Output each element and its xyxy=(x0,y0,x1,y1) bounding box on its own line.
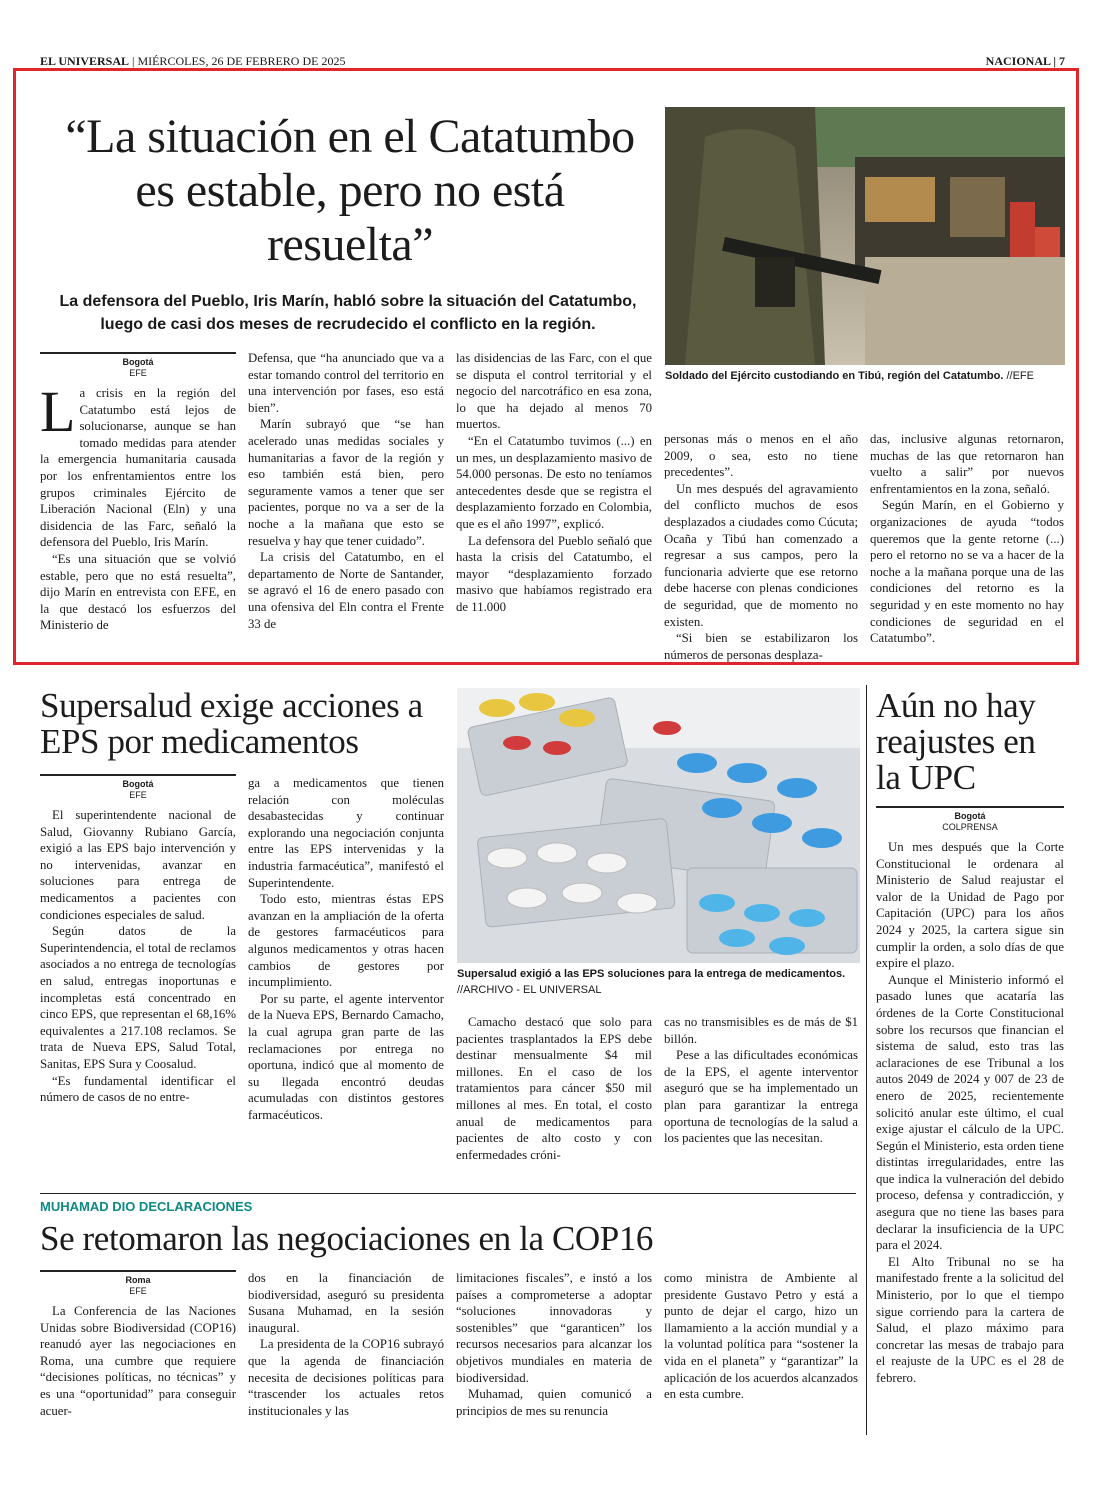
article2-location: Bogotá xyxy=(122,779,154,789)
article1-column-4 xyxy=(664,431,858,663)
section-page: NACIONAL | 7 xyxy=(985,54,1065,68)
medicine-photo xyxy=(457,688,860,963)
article2-col4-p1: cas no transmisibles es de más de $1 billón. xyxy=(664,1015,858,1046)
article1-col5-p1: das, inclusive algunas retornaron, muchas de las que retornaron han vuelto a salir” por nuevos enfrentamientos en la zona, señaló. xyxy=(870,432,1064,496)
article1-col1-p2: “Es una situación que se volvió estable, pero que no está resuelta”, dijo Marín en entrevista con EFE, en la que destacó los esfuerzos del Ministerio de xyxy=(40,551,236,633)
article1-col3-p3: La defensora del Pueblo señaló que hasta la crisis del Catatumbo, el mayor “desplazamiento forzado masivo que habíamos registrado era de 11.000 xyxy=(456,533,652,614)
article3-body xyxy=(876,806,1064,1387)
article4-kicker: MUHAMAD DIO DECLARACIONES xyxy=(40,1199,253,1214)
article1-agency: EFE xyxy=(129,368,147,378)
article2-agency: EFE xyxy=(129,790,147,800)
article1-col2-p3: La crisis del Catatumbo, en el departamento de Norte de Santander, se agravó el 16 de enero pasado con una ofensiva del Eln contra el Frente 33 de xyxy=(248,550,444,631)
article4-col3-p1: limitaciones fiscales”, e instó a los países a comprometerse a adoptar “soluciones innovadoras y sostenibles” que “garanticen” los recursos necesarios para alcanzar los objetivos mundiales en materia de biodiversidad. xyxy=(456,1271,652,1385)
article1-caption xyxy=(665,368,1065,384)
article2-col2-p2: Todo esto, mientras éstas EPS avanzan en la ampliación de la oferta de gestores farmacéuticos para algunos medicamentos y otras hacen cambios de gestores por incumplimiento. xyxy=(248,892,444,990)
article4-top-rule xyxy=(40,1193,856,1194)
article4-col4-p1: como ministra de Ambiente al presidente Gustavo Petro y está a punto de dejar el cargo, hizo un llamamiento a la acción mundial y a la voluntad política para “sostener la vida en el planeta” y “garantizar” la aplicación de los acuerdos alcanzados en esta cumbre. xyxy=(664,1271,858,1402)
article4-column-2 xyxy=(248,1270,444,1419)
article2-col4-p2: Pese a las dificultades económicas de la EPS, el agente interventor aseguró que se ha implementado un plan para garantizar la entrega oportuna de tecnologías de la salud a los pacientes que las necesitan. xyxy=(664,1048,858,1146)
article2-col1-p3: “Es fundamental identificar el número de casos de no entre- xyxy=(40,1073,236,1105)
article2-caption xyxy=(457,966,860,998)
article1-dropcap: L xyxy=(40,379,76,444)
article4-col2-p2: La presidenta de la COP16 subrayó que la agenda de financiación necesita de decisiones políticas para “trascender los actuales retos institucionales y las xyxy=(248,1337,444,1418)
article4-column-3 xyxy=(456,1270,652,1419)
article1-byline xyxy=(40,352,236,379)
article3-p3: El Alto Tribunal no se ha manifestado frente a la solicitud del Ministerio, por lo que el tiempo sigue corriendo para la cartera de Salud, el plazo máximo para concretar las mesas de trabajo para el reajuste de la UPC es el 28 de febrero. xyxy=(876,1254,1064,1385)
article1-col2-p1: Defensa, que “ha anunciado que va a estar tomando control del territorio en una intervención por fases, eso está bien”. xyxy=(248,351,444,415)
page-number: 7 xyxy=(1059,54,1065,68)
article1-location: Bogotá xyxy=(122,357,154,367)
article2-column-4 xyxy=(664,1014,858,1147)
article1-column-5 xyxy=(870,431,1064,647)
article1-col4-p1: personas más o menos en el año 2009, o sea, esto no tiene precedentes”. xyxy=(664,432,858,480)
article3-agency: COLPRENSA xyxy=(942,822,998,832)
article2-col1-p2: Según datos de la Superintendencia, el total de reclamos asociados a no entrega de tecnologías en salud, entregas inoportunas e incompletas está concentrado en cinco EPS, que representan el 68,16% equivalentes a 217.108 reclamos. Se trata de Nueva EPS, Salud Total, Sanitas, EPS Sura y Coosalud. xyxy=(40,924,236,1071)
article3-byline xyxy=(876,806,1064,833)
soldier-photo xyxy=(665,107,1065,365)
article1-paragraph xyxy=(40,379,236,551)
column-divider xyxy=(866,685,867,1435)
article4-agency: EFE xyxy=(129,1286,147,1296)
article4-col1-p1: La Conferencia de las Naciones Unidas sobre Biodiversidad (COP16) reanudó ayer las negociaciones en Roma, una cumbre que requiere “decisiones políticas, no técnicas” y es una “oportunidad” para conseguir acuer- xyxy=(40,1304,236,1418)
article4-column-1 xyxy=(40,1270,236,1419)
article3-p1: Un mes después que la Corte Constitucional le ordenara al Ministerio de Salud reajustar el valor de la Unidad de Pago por Capitación (UPC) para los años 2024 y 2025, la cartera sigue sin cumplir la orden, a solo días de que expire el plazo. xyxy=(876,840,1064,971)
article3-headline: Aún no hay reajustes en la UPC xyxy=(876,686,1036,797)
article1-caption-text: Soldado del Ejército custodiando en Tibú, región del Catatumbo. xyxy=(665,370,1004,382)
newspaper-name: EL UNIVERSAL xyxy=(40,54,130,68)
article2-photo-credit: //ARCHIVO - EL UNIVERSAL xyxy=(457,984,602,996)
article2-caption-text: Supersalud exigió a las EPS soluciones para la entrega de medicamentos. xyxy=(457,968,846,980)
medicine-photo-image xyxy=(457,688,860,963)
article3-p2: Aunque el Ministerio informó el pasado lunes que acataría las órdenes de la Corte Constitucional sobre los recursos que financian el sistema de salud, esto tras las aclaraciones de ese Tribunal a los autos 2049 de 2024 y 007 de 23 de enero de 2025, recientemente solicitó anular este último, el cual exige ajustar el cálculo de la UPC. Según el Ministerio, esta orden tiene distintas irregularidades, entre las que indica la vulneración del debido proceso, defensa y contradicción, y asegura que no tiene las bases para declarar la insuficiencia de la UPC para el 2024. xyxy=(876,972,1064,1253)
article2-headline: Supersalud exige acciones a EPS por medicamentos xyxy=(40,686,423,761)
article2-byline xyxy=(40,774,236,801)
article1-photo-credit: //EFE xyxy=(1006,370,1034,382)
article2-column-1 xyxy=(40,774,236,1106)
article3-location: Bogotá xyxy=(954,811,986,821)
article1-col3-p2: “En el Catatumbo tuvimos (...) en un mes, un desplazamiento masivo de 54.000 personas. De esto no teníamos antecedentes desde que se registra el desplazamiento forzado en Colombia, que es el año 1997”, explicó. xyxy=(456,433,652,531)
article2-column-3 xyxy=(456,1014,652,1163)
article2-col1-p1: El superintendente nacional de Salud, Giovanny Rubiano García, exigió a las EPS bajo intervención y no intervenidas, avanzar en soluciones para entrega de medicamentos a pacientes con condiciones especiales de salud. xyxy=(40,808,236,922)
article1-col3-p1: las disidencias de las Farc, con el que se disputa el control territorial y el negocio del narcotráfico en esa zona, lo que ha dejado al menos 70 muertos. xyxy=(456,351,652,432)
soldier-photo-image xyxy=(665,107,1065,365)
article4-location: Roma xyxy=(125,1275,151,1285)
issue-date: MIÉRCOLES, 26 DE FEBRERO DE 2025 xyxy=(137,54,346,68)
article2-col2-p1: ga a medicamentos que tienen relación con moléculas desabastecidas y continuar explorando una negociación conjunta entre las EPS intervenidas y la industria farmacéutica”, manifestó el Superintendente. xyxy=(248,776,444,890)
article1-column-3 xyxy=(456,350,652,616)
article1-col2-p2: Marín subrayó que “se han acelerado unas medidas sociales y humanitarias a favor de la región y eso también está bien, pero seguramente vamos a tener que ser pacientes, porque no va a ser de la noche a la mañana que esto se resuelva y hay que tener cuidado”. xyxy=(248,417,444,548)
header-separator: | xyxy=(132,54,138,68)
article1-col4-p3: “Si bien se estabilizaron los números de personas desplaza- xyxy=(664,631,858,662)
article1-column-1 xyxy=(40,352,236,634)
article2-col3-p1: Camacho destacó que solo para pacientes trasplantados la EPS debe destinar mensualmente $4 mil millones. En el caso de los tratamientos para cáncer $50 mil millones al mes. En total, el costo anual de medicamentos para pacientes de alto costo y con enfermedades cróni- xyxy=(456,1015,652,1162)
article4-byline xyxy=(40,1270,236,1297)
article4-col3-p2: Muhamad, quien comunicó a principios de mes su renuncia xyxy=(456,1387,652,1418)
article4-col2-p1: dos en la financiación de biodiversidad, aseguró su presidenta Susana Muhamad, en la sesión inaugural. xyxy=(248,1271,444,1335)
section-name: NACIONAL xyxy=(985,54,1051,68)
article1-column-2 xyxy=(248,350,444,632)
article1-col1-p1: a crisis en la región del Catatumbo está lejos de solucionarse, aunque se han tomado medidas para atender la emergencia humanitaria causada por los enfrentamientos entre los grupos criminales Ejército de Liberación Nacional (Eln) y una disidencia de las Farc, señaló la defensora del Pueblo, Iris Marín. xyxy=(40,386,236,550)
article4-column-4 xyxy=(664,1270,858,1403)
article1-deck: La defensora del Pueblo, Iris Marín, habló sobre la situación del Catatumbo, luego de casi dos meses de recrudecido el conflicto en la región. xyxy=(59,293,637,333)
article4-headline: Se retomaron las negociaciones en la COP16 xyxy=(40,1219,654,1258)
article2-col2-p3: Por su parte, el agente interventor de la Nueva EPS, Bernardo Camacho, la cual agrupa gran parte de las reclamaciones por entrega no oportuna, indicó que al momento de su llegada encontró deudas acumuladas con distintos gestores farmacéuticos. xyxy=(248,991,444,1122)
article2-column-2 xyxy=(248,775,444,1123)
article1-col4-p2: Un mes después del agravamiento del conflicto muchos de esos desplazados a ciudades como Cúcuta; Ocaña y Tibú han comenzado a regresar a sus campos, pero la funcionaria advierte que ese retorno debe hacerse con plenas condiciones de seguridad, que de momento no existen. xyxy=(664,481,858,629)
article1-col5-p2: Según Marín, en el Gobierno y organizaciones de ayuda “todos queremos que la gente retorne (...) pero el retorno no se va a hacer de la noche a la mañana porque una de las condiciones del retorno es la seguridad y en este momento no hay condiciones de seguridad en el Catatumbo”. xyxy=(870,498,1064,646)
article1-headline: “La situación en el Catatumbo es estable, pero no está resuelta” xyxy=(65,110,635,271)
